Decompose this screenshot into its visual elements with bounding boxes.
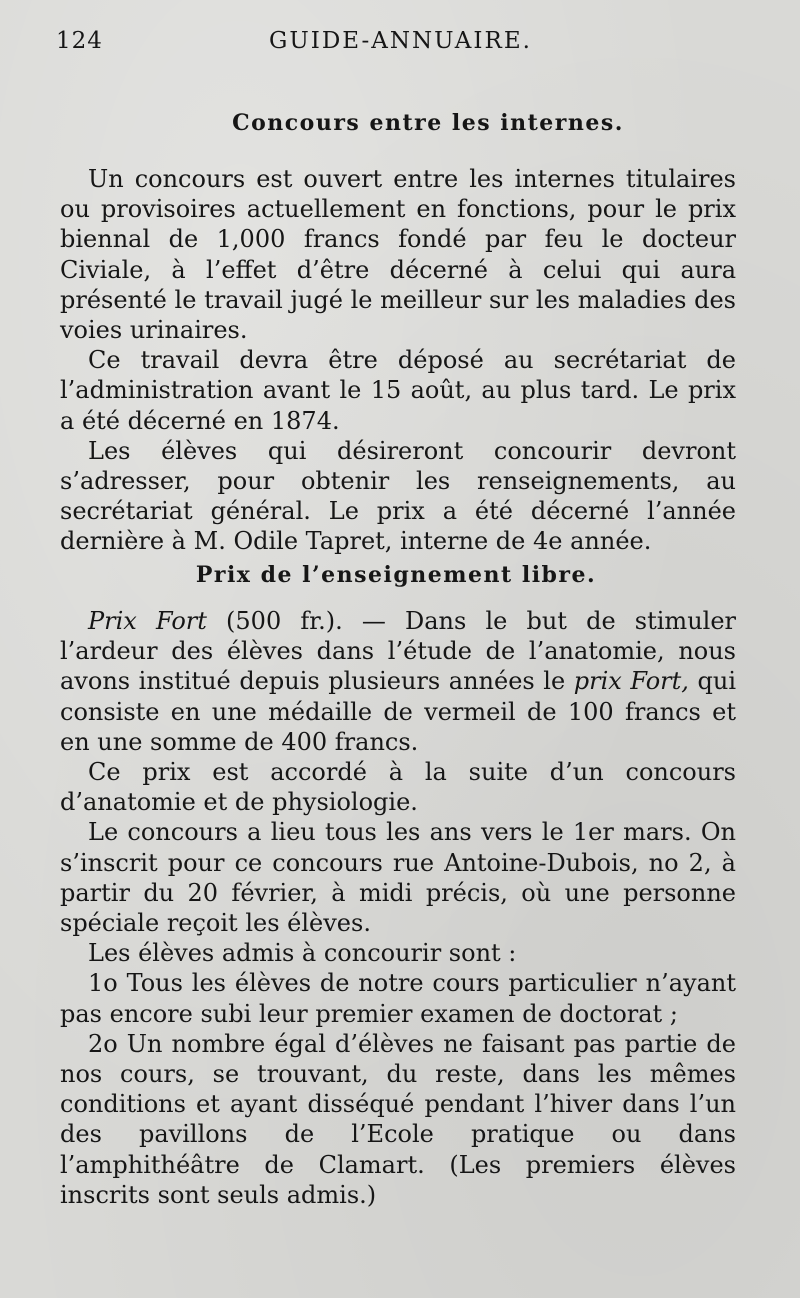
prize-intro-text: (500 fr.). — Dans le but de stimuler l’ardeur des élèves dans l’étude de l’anatomie, nous avons institué depuis plusieurs années le xyxy=(60,607,736,696)
paragraph: Ce prix est accordé à la suite d’un concours d’anatomie et de physiologie. xyxy=(60,758,736,817)
section-title-enseignement-libre: Prix de l’enseignement libre. xyxy=(195,562,597,588)
paragraph: Un concours est ouvert entre les internes titulaires ou provisoires actuellement en fonctions, pour le prix biennal de 1,000 francs fondé par feu le docteur Civiale, à l’effet d’être décerné à celui qui aura présenté le travail jugé le meilleur sur les maladies des voies urinaires. xyxy=(60,165,736,345)
page-number: 124 xyxy=(56,28,103,54)
prize-intro-end: qui consiste en une médaille de vermeil de 100 francs et en une somme de 400 francs. xyxy=(60,667,737,756)
running-header xyxy=(56,28,752,62)
list-item: 1o Tous les élèves de notre cours particulier n’ayant pas encore subi leur premier examen de doctorat ; xyxy=(60,969,736,1028)
section-title-internes: Concours entre les internes. xyxy=(232,110,624,136)
paragraph: Ce travail devra être déposé au secrétariat de l’administration avant le 15 août, au plus tard. Le prix a été décerné en 1874. xyxy=(60,346,736,435)
prize-intro-paragraph xyxy=(60,606,736,757)
section-body-internes xyxy=(60,164,736,557)
paragraph: Les élèves qui désireront concourir devront s’adresser, pour obtenir les renseignements, au secrétariat général. Le prix a été décerné l’année dernière à M. Odile Tapret, interne de 4e année. xyxy=(60,436,736,556)
list-item: 2o Un nombre égal d’élèves ne faisant pas partie de nos cours, se trouvant, du reste, dans les mêmes conditions et ayant disséqué pendant l’hiver dans l’un des pavillons de l’Ecole pratique ou dans l’amphithéâtre de Clamart. (Les premiers élèves inscrits sont seuls admis.) xyxy=(60,1029,736,1209)
prize-name: Prix Fort xyxy=(88,607,207,635)
paragraph: Les élèves admis à concourir sont : xyxy=(88,939,517,968)
section-body-enseignement-libre xyxy=(60,606,736,1210)
running-title: GUIDE-ANNUAIRE. xyxy=(269,28,532,54)
prize-name-inline: prix Fort, xyxy=(573,667,689,696)
paragraph: Le concours a lieu tous les ans vers le 1er mars. On s’inscrit pour ce concours rue Antoine-Dubois, no 2, à partir du 20 février, à midi précis, où une personne spéciale reçoit les élèves. xyxy=(60,818,736,938)
